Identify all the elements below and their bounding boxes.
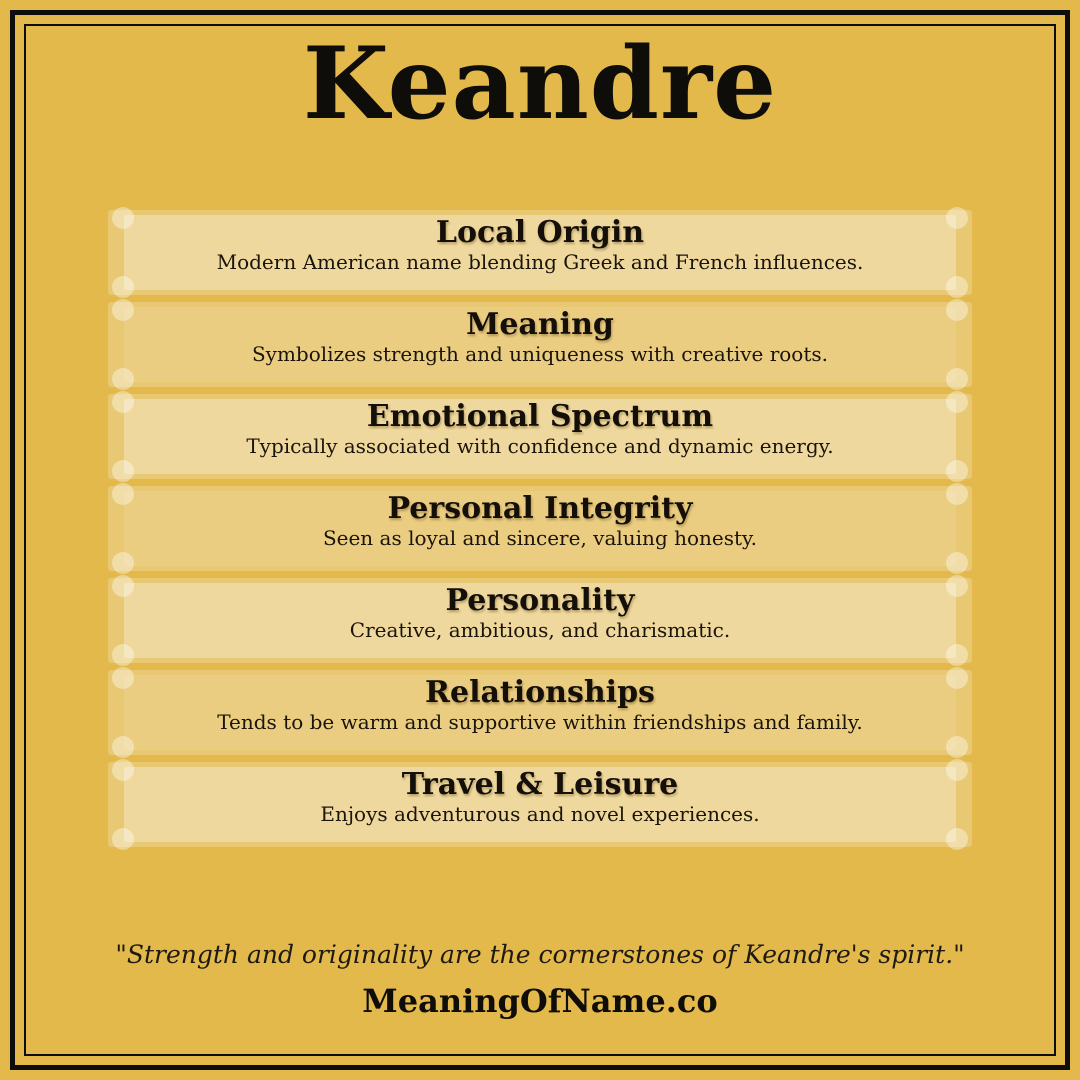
corner-rivet-icon (112, 644, 134, 666)
info-card-relationships (108, 670, 972, 755)
card-description: Typically associated with confidence and dynamic energy. (246, 434, 834, 458)
corner-rivet-icon (112, 368, 134, 390)
corner-rivet-icon (946, 644, 968, 666)
corner-rivet-icon (112, 552, 134, 574)
info-card-personal-integrity (108, 486, 972, 571)
info-card-personality (108, 578, 972, 663)
card-heading: Personal Integrity (387, 491, 693, 526)
site-name: MeaningOfName.co (362, 982, 718, 1020)
card-content (108, 762, 972, 825)
corner-rivet-icon (946, 368, 968, 390)
card-heading: Emotional Spectrum (366, 399, 714, 434)
card-content (108, 578, 972, 641)
corner-rivet-icon (946, 552, 968, 574)
card-description: Tends to be warm and supportive within friendships and family. (217, 710, 863, 734)
card-content (108, 670, 972, 733)
corner-rivet-icon (946, 276, 968, 298)
card-heading: Travel & Leisure (401, 767, 679, 802)
info-card-local-origin (108, 210, 972, 295)
card-heading: Local Origin (435, 215, 645, 250)
card-content (108, 486, 972, 549)
info-card-travel-leisure (108, 762, 972, 847)
page-title: Keandre (302, 26, 778, 142)
card-content (108, 302, 972, 365)
corner-rivet-icon (112, 460, 134, 482)
quote-text: "Strength and originality are the cornerstones of Keandre's spirit." (115, 940, 965, 969)
info-card-meaning (108, 302, 972, 387)
corner-rivet-icon (946, 736, 968, 758)
info-card-list (108, 210, 972, 854)
card-content (108, 394, 972, 457)
card-description: Enjoys adventurous and novel experiences. (320, 802, 760, 826)
card-description: Symbolizes strength and uniqueness with creative roots. (251, 342, 829, 366)
info-card-emotional-spectrum (108, 394, 972, 479)
card-description: Seen as loyal and sincere, valuing honesty. (322, 526, 758, 550)
card-heading: Relationships (425, 675, 655, 710)
card-description: Creative, ambitious, and charismatic. (349, 618, 731, 642)
card-content (108, 210, 972, 273)
card-heading: Personality (445, 583, 635, 618)
card-heading: Meaning (466, 307, 614, 342)
corner-rivet-icon (946, 828, 968, 850)
card-description: Modern American name blending Greek and French influences. (216, 250, 864, 274)
corner-rivet-icon (112, 828, 134, 850)
corner-rivet-icon (112, 736, 134, 758)
corner-rivet-icon (946, 460, 968, 482)
corner-rivet-icon (112, 276, 134, 298)
